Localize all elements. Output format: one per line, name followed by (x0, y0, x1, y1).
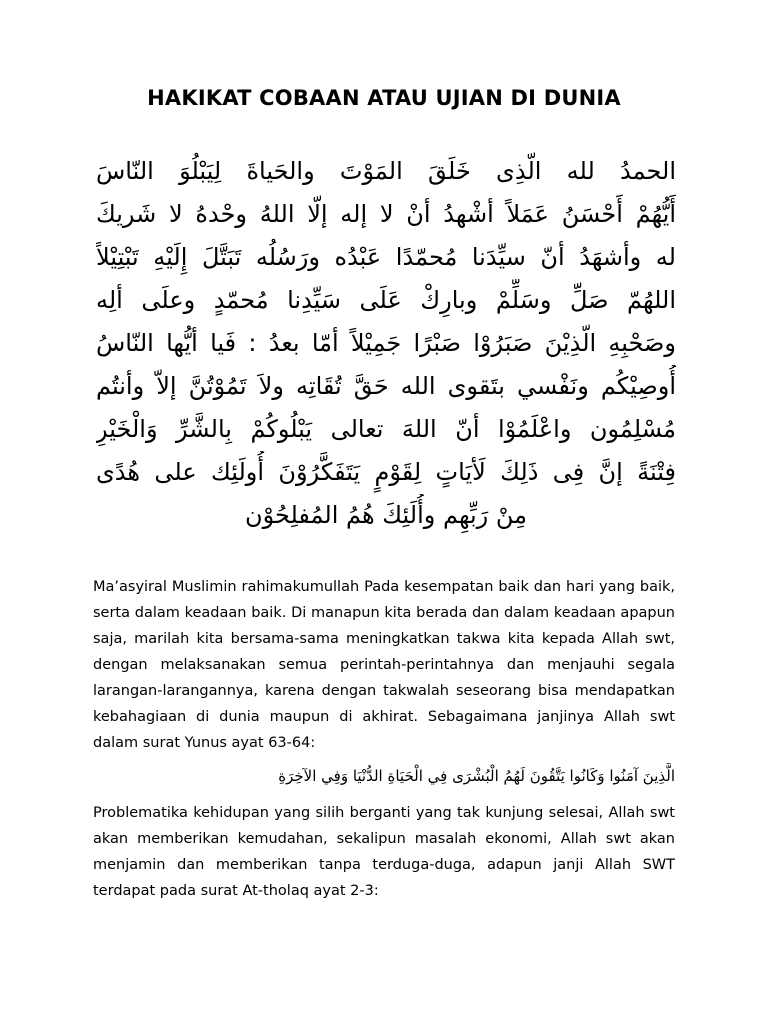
paragraph-intro: Ma’asyiral Muslimin rahimakumullah Pada kesempatan baik dan hari yang baik, serta dalam keadaan baik. Di manapun kita berada dan dalam keadaan apapun saja, marilah kita bersama-sama meningkatkan takwa kita kepada Allah swt, dengan melaksanakan semua perintah-perintahnya dan menjauhi segala larangan-larangannya, karena dengan takwalah seseorang bisa mendapatkan kebahagiaan di dunia maupun di akhirat. Sebagaimana janjinya Allah swt dalam surat Yunus ayat 63-64: (93, 579, 675, 751)
arabic-line: فِتْنَةً إنَّ فِى ذَلِكَ لَأيَاتٍ لِقَوْمٍ يَتَفَكَّرُوْنَ أُولَئِك على هُدًى (96, 458, 676, 486)
arabic-opening (96, 150, 676, 537)
arabic-line: اللهُمّ صَلِّ وسَلِّمْ وبارِكْ عَلَى سَيِّدِنا مُحمّدٍ وعلَى ألِه (96, 286, 676, 314)
arabic-line: مِنْ رَبِّهِم وأُلَئِكَ هُمُ المُفلِحُوْن (244, 501, 528, 529)
quran-verse: الَّذِينَ آمَنُوا وَكَانُوا يَتَّقُونَ لَهُمُ الْبُشْرَى فِي الْحَيَاةِ الدُّنْيَا وَفِي الآخِرَةِ (278, 767, 675, 785)
arabic-line: أُوصِيْكُم ونَفْسي بتَقوى الله حَقَّ تُقَاتِه ولاَ تَمُوْتُنَّ إلاّ وأنتُم (96, 372, 676, 400)
arabic-line: مُسْلِمُون واعْلَمُوْا أنّ اللهَ تعالى يَبْلُوكُمْ بِالشَّرِّ وَالْخَيْرِ (96, 415, 676, 443)
arabic-line: له وأشهَدُ أنّ سيِّدَنا مُحمّدًا عَبْدُه ورَسُلُه تَبَتَّلَ إِلَيْهِ تَبْتِيْلاً (96, 243, 676, 271)
arabic-line: أَيُّهُمْ أَحْسَنُ عَمَلاً أشْهدُ أنْ لا إله إلّا اللهُ وحْدهُ لا شَريكَ (96, 200, 676, 228)
paragraph-problematika: Problematika kehidupan yang silih berganti yang tak kunjung selesai, Allah swt akan memberikan kemudahan, sekalipun masalah ekonomi, Allah swt akan menjamin dan memberikan tanpa terduga-duga, adapun janji Allah SWT terdapat pada surat At-tholaq ayat 2-3: (93, 805, 675, 899)
arabic-line: الحمدُ لله الّذِى خَلَقَ المَوْتَ والحَياةَ لِيَبْلُوَ النّاسَ (96, 157, 676, 185)
arabic-line: وصَحْبِهِ الّذِيْنَ صَبَرُوْا صَبْرًا جَمِيْلاً أمّا بعدُ : فَيا أيُّها النّاسُ (96, 329, 676, 357)
document-title: HAKIKAT COBAAN ATAU UJIAN DI DUNIA (147, 86, 621, 110)
